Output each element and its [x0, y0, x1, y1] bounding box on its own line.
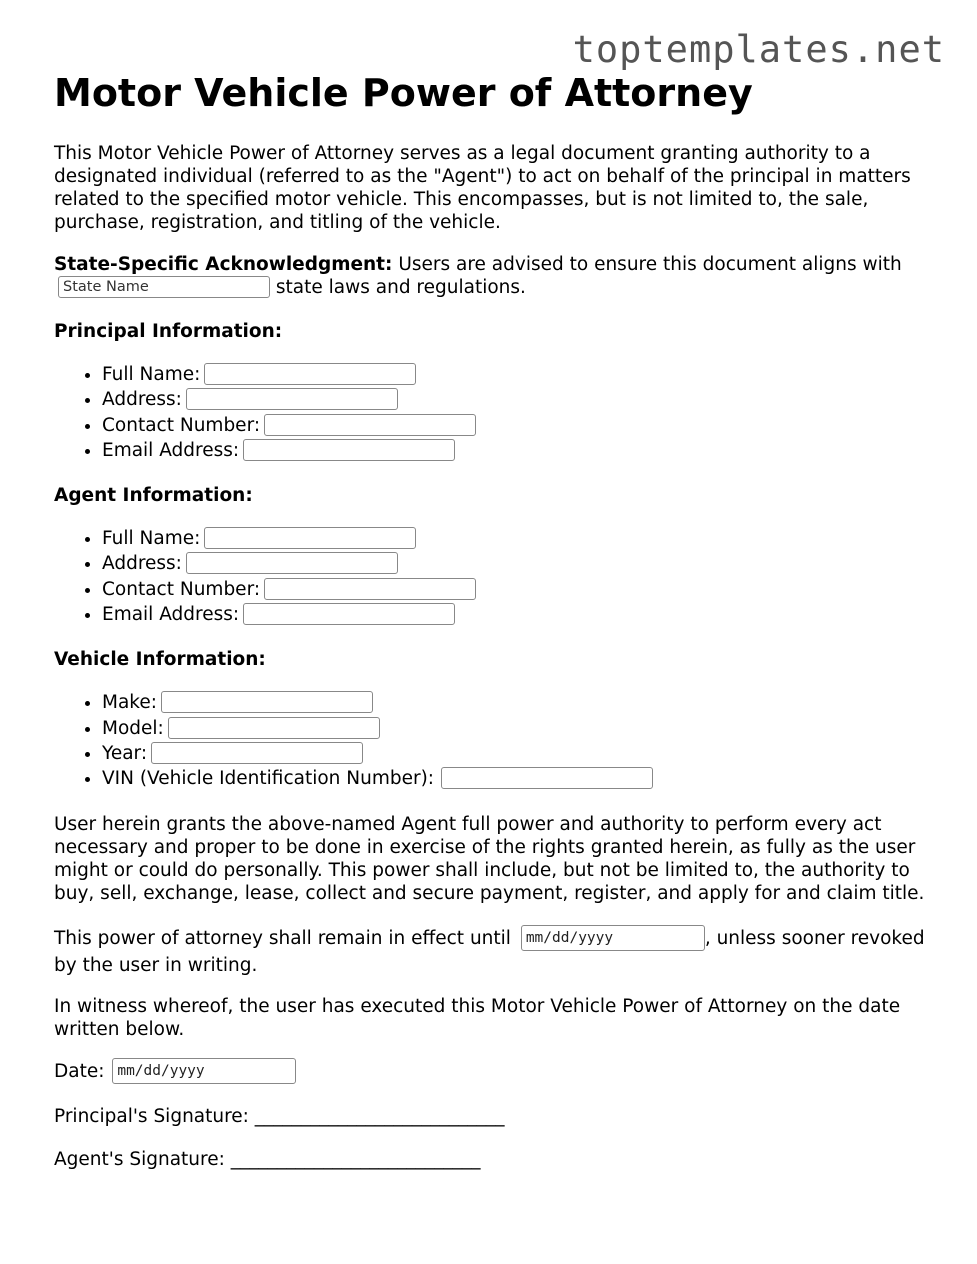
ack-label: State-Specific Acknowledgment: [54, 254, 393, 275]
vehicle-year-item [102, 741, 934, 766]
field-label: Full Name: [102, 364, 201, 385]
vehicle-fields [54, 690, 934, 791]
intro-paragraph: This Motor Vehicle Power of Attorney serves as a legal document granting authority to a designated individual (referred to as the "Agent") to act on behalf of the principal in matters related to the specified motor vehicle. This encompasses, but is not limited to, the sale, purchase, registration, and titling of the vehicle. [54, 143, 911, 233]
principal-full-name-input[interactable] [204, 363, 416, 385]
principal-fields [54, 362, 934, 463]
document-title: Motor Vehicle Power of Attorney [54, 71, 753, 115]
vehicle-vin-item [102, 766, 934, 791]
field-label: Full Name: [102, 528, 201, 550]
ack-text-before: Users are advised to ensure this document aligns with [392, 254, 902, 275]
vehicle-model-input[interactable] [168, 717, 380, 739]
principal-email-input[interactable] [243, 439, 455, 461]
vehicle-vin-input[interactable] [441, 767, 653, 789]
vehicle-model-item [102, 716, 934, 741]
field-label: Contact Number: [102, 414, 261, 436]
agent-full-name-item [102, 526, 934, 551]
field-label: Email Address: [102, 604, 240, 626]
document-page [54, 70, 934, 1171]
watermark: toptemplates.net [572, 28, 945, 71]
agent-email-item [102, 602, 934, 627]
principal-email-item [102, 438, 934, 463]
agent-address-input[interactable] [186, 552, 398, 574]
vehicle-section-title: Vehicle Information: [54, 649, 266, 671]
principal-contact-input[interactable] [264, 414, 476, 436]
agent-email-input[interactable] [243, 603, 455, 625]
date-label: Date: [54, 1060, 111, 1082]
principal-signature-line: Principal's Signature: ___________________________ [54, 1105, 505, 1127]
field-label: VIN (Vehicle Identification Number): [102, 768, 435, 790]
field-label: Email Address: [102, 439, 240, 461]
agent-contact-input[interactable] [264, 578, 476, 600]
state-name-input[interactable]: State Name [58, 276, 270, 298]
agent-fields [54, 526, 934, 627]
vehicle-year-input[interactable] [151, 742, 363, 764]
principal-section-title: Principal Information: [54, 321, 283, 342]
principal-address-input[interactable] [186, 388, 398, 410]
grant-paragraph: User herein grants the above-named Agent full power and authority to perform every act necessary and proper to be done in exercise of the rights granted herein, as fully as the user might or could do personally. This power shall include, but not be limited to, the authority to buy, sell, exchange, lease, collect and secure payment, register, and apply for and claim title. [54, 813, 925, 904]
field-label: Contact Number: [102, 578, 261, 600]
effect-text-before: This power of attorney shall remain in effect until [54, 927, 517, 949]
date-input[interactable]: mm/dd/yyyy [112, 1058, 296, 1084]
principal-address-item [102, 387, 934, 412]
ack-text-after: state laws and regulations. [270, 277, 526, 298]
date-line [54, 1059, 934, 1085]
agent-contact-item [102, 577, 934, 602]
witness-paragraph: In witness whereof, the user has executed this Motor Vehicle Power of Attorney on the date written below. [54, 995, 901, 1040]
agent-section-title: Agent Information: [54, 485, 253, 507]
vehicle-make-input[interactable] [161, 691, 373, 713]
agent-signature-line: Agent's Signature: ___________________________ [54, 1148, 481, 1170]
field-label: Model: [102, 717, 164, 739]
field-label: Make: [102, 692, 157, 714]
effect-text-after: , unless sooner revoked by the user in writing. [54, 927, 925, 976]
agent-address-item [102, 551, 934, 576]
field-label: Address: [102, 389, 182, 411]
agent-full-name-input[interactable] [204, 527, 416, 549]
principal-contact-item [102, 413, 934, 438]
effect-paragraph [54, 925, 934, 979]
state-acknowledgment [54, 253, 934, 299]
field-label: Year: [102, 742, 148, 764]
vehicle-make-item [102, 690, 934, 715]
principal-full-name-item [102, 362, 934, 387]
effect-until-date-input[interactable]: mm/dd/yyyy [521, 925, 705, 951]
field-label: Address: [102, 553, 182, 575]
